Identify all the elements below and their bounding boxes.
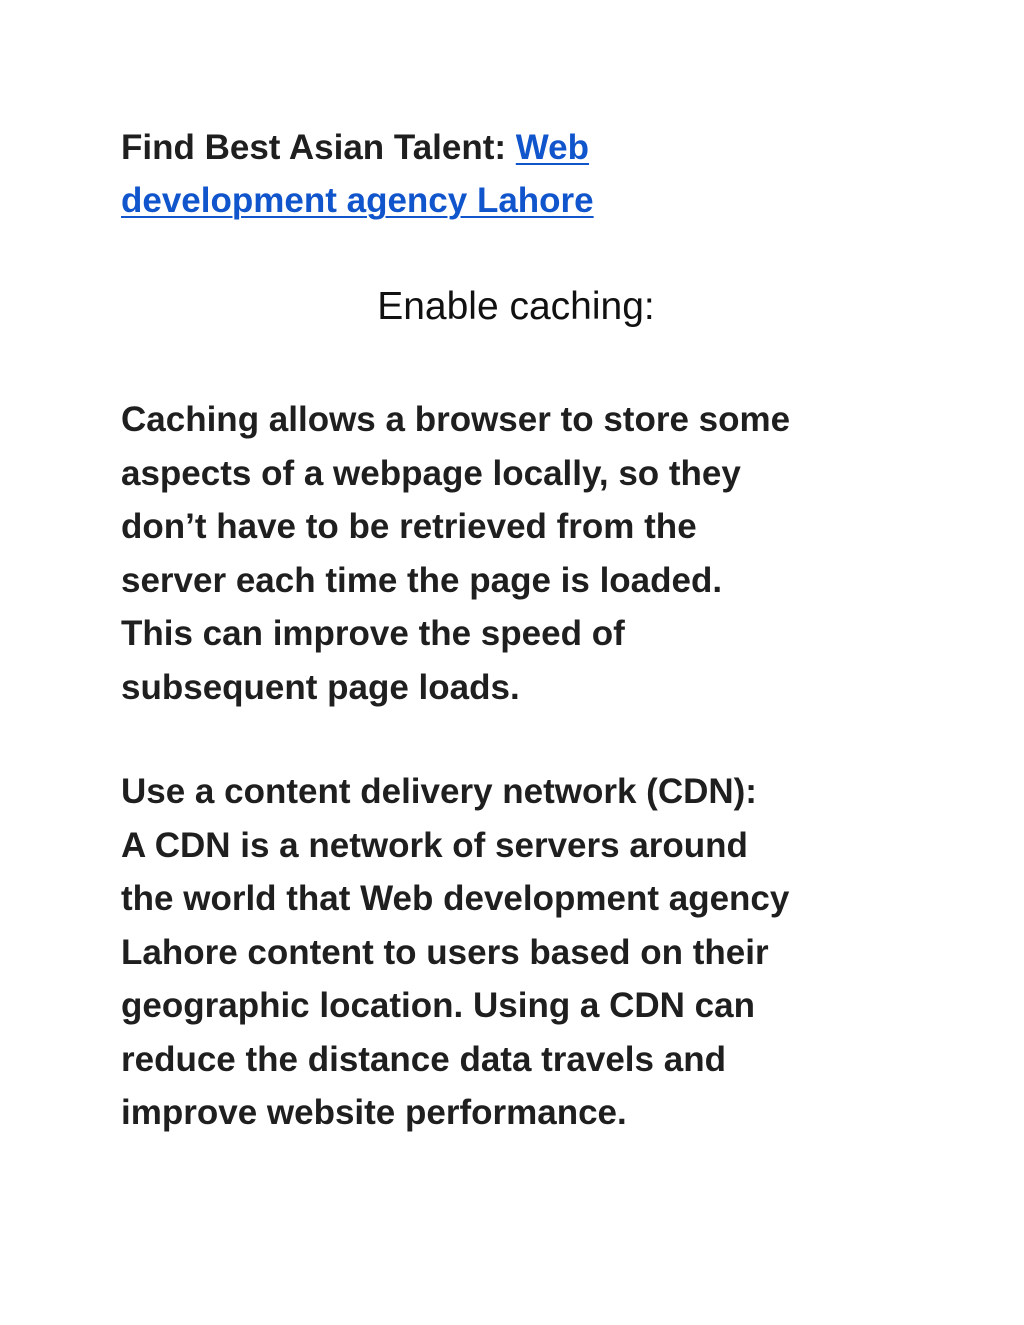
paragraph-line: the world that Web development agency: [121, 879, 790, 918]
cdn-paragraph: [121, 765, 911, 1140]
paragraph-line: A CDN is a network of servers around: [121, 825, 748, 865]
paragraph-line: Caching allows a browser to store some: [121, 400, 791, 439]
intro-line: [121, 121, 681, 227]
section-heading: Enable caching:: [377, 285, 655, 328]
paragraph-line: Use a content delivery network (CDN):: [121, 772, 757, 811]
caching-paragraph: [121, 393, 911, 714]
intro-label: Find Best Asian Talent:: [121, 128, 507, 167]
paragraph-line: subsequent page loads.: [121, 667, 520, 707]
paragraph-line: reduce the distance data travels and: [121, 1039, 726, 1079]
paragraph-line: server each time the page is loaded.: [121, 560, 723, 600]
paragraph-line: Lahore content to users based on their: [121, 932, 769, 972]
paragraph-line: improve website performance.: [121, 1093, 627, 1132]
paragraph-line: don’t have to be retrieved from the: [121, 507, 697, 546]
paragraph-line: geographic location. Using a CDN can: [121, 986, 755, 1025]
paragraph-line: aspects of a webpage locally, so they: [121, 453, 741, 493]
paragraph-line: This can improve the speed of: [121, 614, 625, 653]
agency-link[interactable]: Web development agency Lahore: [121, 128, 594, 220]
